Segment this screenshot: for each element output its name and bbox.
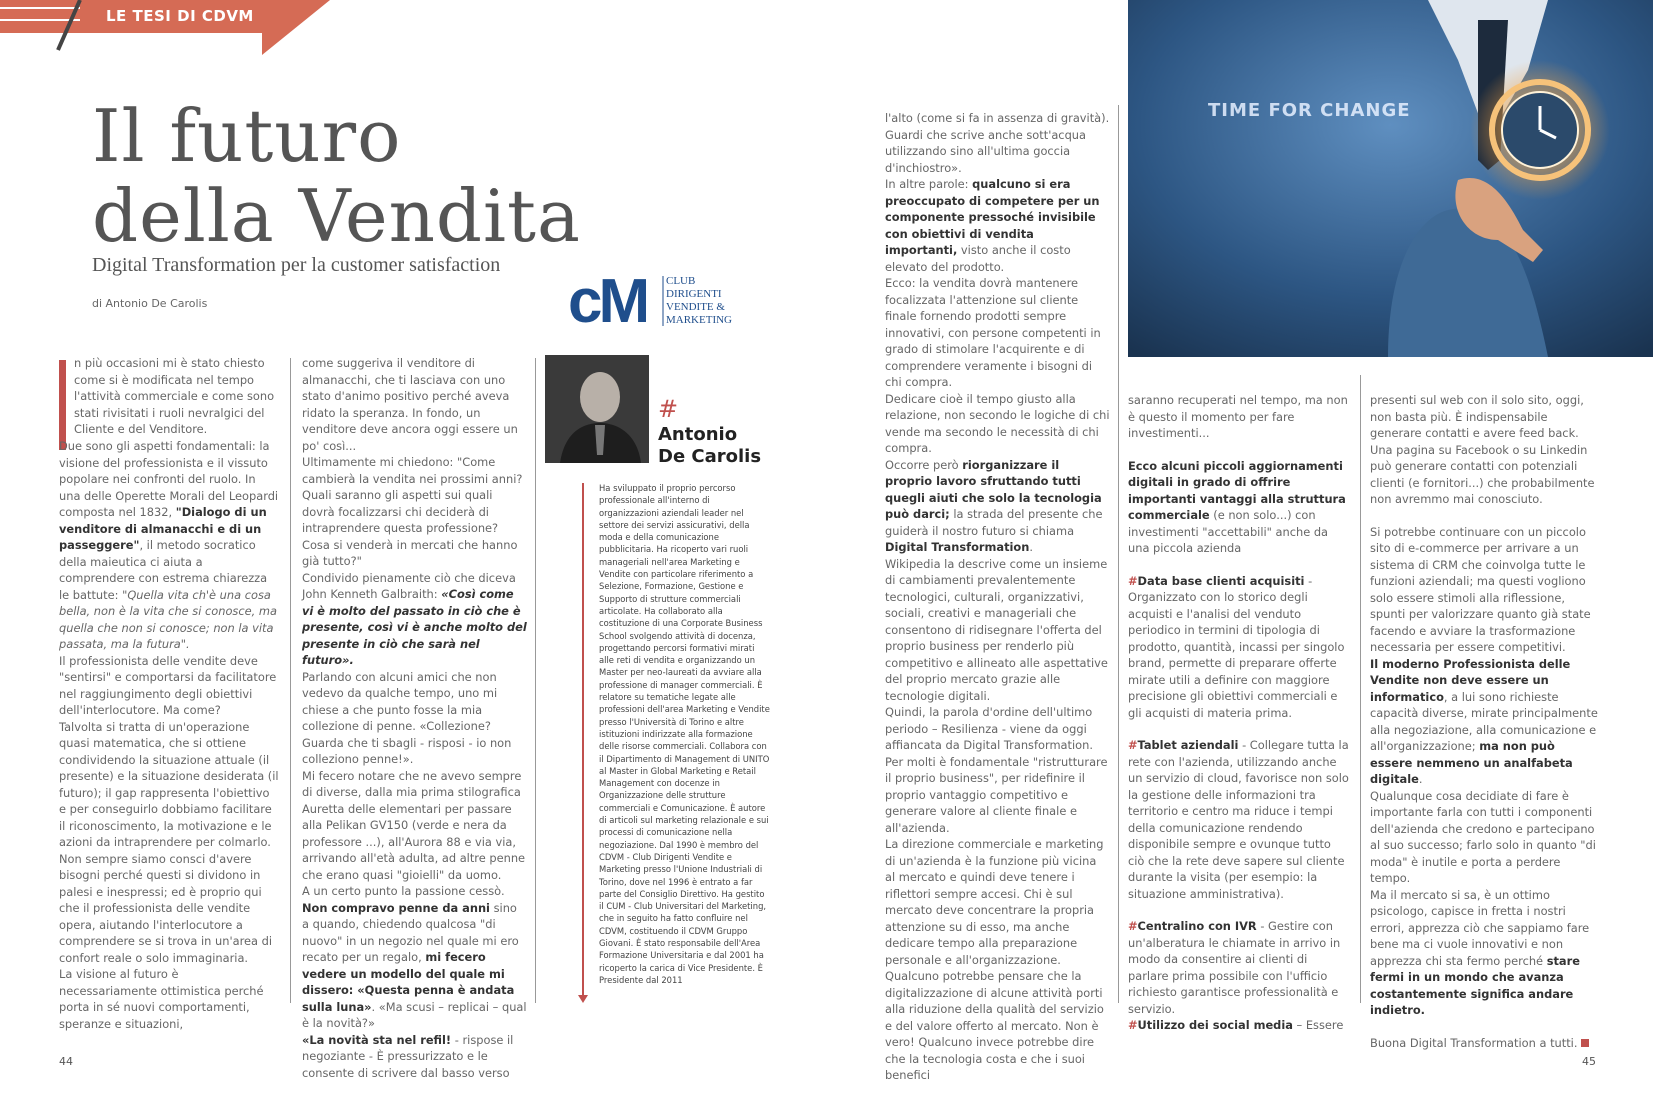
paragraph: Talvolta si tratta di un'operazione quasi matematica, che si ottiene condividendo la situazione attuale (il presente) e la situazione desiderata (il futuro); il gap rappresenta l'obiettivo e per conseguirlo dobbiamo facilitare il riconoscimento, la motivazione e le azioni da intraprendere per colmarlo. <box>59 719 279 849</box>
paragraph: #Data base clienti acquisiti - Organizzato con lo storico degli acquisti e l'analisi del venduto periodico in termini di tipologia di prodotto, quantità, incassi per singolo brand, permette di preparare offerte mirate utili a definire con maggiore precisione gli obiettivi commerciali e gli acquisti di materia prima. <box>1128 573 1345 720</box>
author-first-name: Antonio <box>658 424 738 445</box>
section-label: LE TESI DI CDVM <box>106 7 254 25</box>
title-line-1: Il futuro <box>92 94 402 178</box>
page-number-left: 44 <box>59 1055 73 1068</box>
paragraph: Buona Digital Transformation a tutti. <box>1370 1035 1600 1052</box>
paragraph: In altre parole: qualcuno si era preoccupato di competere per un componente pressoché invisibile con obiettivi di vendita importanti, visto anche il costo elevato del prodotto. <box>885 177 1100 274</box>
column-divider <box>535 358 536 1003</box>
logo-line-2: DIRIGENTI <box>666 288 722 300</box>
column-4 <box>1128 392 1350 1034</box>
paragraph: Dedicare cioè il tempo giusto alla relazione, non secondo le logiche di chi vende ma secondo le necessità di chi compra. <box>885 391 1110 455</box>
paragraph: Ecco: la vendita dovrà mantenere focalizzata l'attenzione sul cliente finale fornendo prodotti sempre innovativi, con persone competenti in grado di stimolare l'acquirente e di comprendere veramente i bisogni di chi compra. <box>885 276 1101 389</box>
author-hash-icon: # <box>658 395 679 423</box>
article-byline: di Antonio De Carolis <box>92 297 208 310</box>
page-number-right: 45 <box>1582 1055 1596 1068</box>
hero-image <box>1128 0 1653 357</box>
paragraph: come suggeriva il venditore di almanacchi, che ti lasciava con uno stato d'animo positivo perché aveva ridato la speranza. In fondo, un venditore deve ancora oggi essere un po' così... <box>302 356 518 453</box>
paragraph: Qualunque cosa decidiate di fare è importante farla con tutti i componenti dell'azienda che credono e partecipano al suo successo; farlo solo in quanto "di moda" è inutile e porta a perdere tempo. <box>1370 788 1596 885</box>
column-3 <box>885 110 1110 1084</box>
paragraph: #Centralino con IVR - Gestire con un'alberatura le chiamate in arrivo in modo da consentire ai clienti di parlare prima possibile con l'ufficio richiesto garantisce professionalità e servizio. <box>1128 919 1341 1016</box>
column-5 <box>1370 392 1600 1051</box>
column-1 <box>74 355 279 438</box>
paragraph: Ma il mercato si sa, è un ottimo psicologo, capisce in fretta i nostri errori, apprezza ciò che sappiamo fare bene ma ci vuole innovativi e non apprezza chi sta fermo perché stare fermi in un mondo che avanza costantemente significa andare indietro. <box>1370 887 1590 1017</box>
paragraph: presenti sul web con il solo sito, oggi, non basta più. È indispensabile generare contatti e avere feed back. Una pagina su Facebook o su Linkedin può generare contatti con potenziali clienti (e fornitori...) che probabilmente non avremmo mai conosciuto. <box>1370 393 1595 506</box>
drop-cap-bar <box>59 360 66 450</box>
paragraph: «La novità sta nel refil! - rispose il negoziante - È pressurizzato e le consente di scrivere dal basso verso <box>302 1032 514 1080</box>
cdvm-logo <box>568 270 738 330</box>
arrow-down-icon <box>578 995 588 1003</box>
end-mark-icon <box>1581 1039 1589 1047</box>
paragraph: La visione al futuro è necessariamente ottimistica perché porta in sé nuovi comportamenti, speranze e situazioni, <box>59 967 264 1031</box>
column-2 <box>302 355 527 1081</box>
author-name <box>658 424 761 468</box>
paragraph: Si potrebbe continuare con un piccolo sito di e-commerce per arrivare a un sistema di CRM che coinvolga tutte le funzioni aziendali; ma questi vogliono solo essere stimoli alla riflessione, spunti per valorizzare quanto già state facendo e avviare la trasformazione necessaria per essere competitivi. <box>1370 524 1591 654</box>
column-divider <box>290 358 291 1003</box>
paragraph: Ecco alcuni piccoli aggiornamenti digitali in grado di offrire importanti vantaggi alla struttura commerciale (e non solo...) con investimenti "accettabili" anche da una piccola azienda <box>1128 458 1346 555</box>
author-bio: Ha sviluppato il proprio percorso professionale all'interno di organizzazioni aziendali leader nel settore dei servizi assicurativi, della moda e della comunicazione pubblicitaria. Ha ricoperto vari ruoli manageriali nell'area Marketing e Vendite con particolare riferimento a Selezione, Formazione, Gestione e Supporto di strutture commerciali articolate. Ha collaborato alla costituzione di una Corporate Business School svolgendo attività di docenza, progettando percorsi formativi mirati alle reti di vendita e organizzando un Master per neo-laureati da avviare alla professione di manager commerciali. È relatore su tematiche legate alle professioni dell'area Marketing e Vendite presso l'Università di Torino e altre istituzioni indirizzate alla formazione delle risorse commerciali. Collabora con il Dipartimento di Management di UNITO al Master in Global Marketing e Retail Management con docenze in Organizzazione delle strutture commerciali e Comunicazione. È autore di articoli sul marketing relazionale e sui processi di comunicazione nella negoziazione. Dal 1990 è membro del CDVM - Club Dirigenti Vendite e Marketing presso l'Unione Industriali di Torino, dove nel 1996 è entrato a far parte del Consiglio Direttivo. Ha gestito il CUM - Club Universitari del Marketing, che in seguito ha fatto confluire nel CDVM, costituendo il CDVM Gruppo Giovani. È stato responsabile dell'Area Formazione Universitaria e dal 2001 ha ricoperto la carica di Vice Presidente. È Presidente dal 2011 <box>599 483 770 985</box>
paragraph: Ultimamente mi chiedono: "Come cambierà la vendita nei prossimi anni? Quali saranno gli aspetti sui quali dovrà focalizzarsi chi deciderà di intraprendere questa professione? Cosa si venderà in mercati che hanno già tutto?" <box>302 455 523 568</box>
author-last-name: De Carolis <box>658 446 762 467</box>
logo-line-4: MARKETING <box>666 314 732 326</box>
paragraph: Condivido pienamente ciò che diceva John Kenneth Galbraith: «Così come vi è molto del passato in ciò che è presente, così vi è anche molto del presente in ciò che sarà nel futuro». <box>302 570 527 667</box>
article-subtitle: Digital Transformation per la customer satisfaction <box>92 254 501 276</box>
logo-initials: cM <box>568 270 647 330</box>
bio-arrow-line <box>582 483 584 998</box>
paragraph: Non sempre siamo consci d'avere bisogni perché questi si dividono in palesi e inespressi; ed è proprio qui che il professionista delle vendite opera, aiutando l'interlocutore a comprendere se si trova in un'area di confort reale o solo immaginaria. <box>59 851 273 965</box>
paragraph: Qualcuno potrebbe pensare che la digitalizzazione di alcune attività porti alla riduzione della qualità del servizio e del valore offerto al mercato. Non è vero! Qualcuno invece potrebbe dire che la tecnologia costa e che i suoi benefici <box>885 969 1104 1082</box>
logo-line-3: VENDITE & <box>666 301 725 313</box>
paragraph: A un certo punto la passione cessò. Non compravo penne da anni sino a quando, chiedendo qualcosa "di nuovo" in un negozio nel quale mi ero recato per un regalo, mi fecero vedere un modello del quale mi dissero: «Questa penna è andata sulla luna». «Ma scusi – replicai – qual è la novità?» <box>302 884 527 1030</box>
column-1-body <box>59 438 279 1032</box>
paragraph: Per molti è fondamentale "ristrutturare il proprio business", per ridefinire il proprio vantaggio competitivo e generare valore al cliente finale e all'azienda. <box>885 754 1108 835</box>
paragraph: Due sono gli aspetti fondamentali: la visione del professionista e il vissuto popolare nei confronti del ruolo. In una delle Operette Morali del Leopardi composta nel 1832, "Dialogo di un venditore di almanacchi e di un passeggere", il metodo socratico della maieutica ci aiuta a comprendere con estrema chiarezza le battute: "Quella vita ch'è una cosa bella, non è la vita che si conosce, ma quella che non si conosce; non la vita passata, ma la futura". <box>59 439 279 651</box>
column-divider <box>1360 375 1361 1003</box>
paragraph: Wikipedia la descrive come un insieme di cambiamenti prevalentemente tecnologici, culturali, organizzativi, sociali, creativi e manageriali che consentono di ridisegnare l'offerta del proprio business per renderlo più competitivo e allineato alle aspettative del proprio mercato grazie alle tecnologie digitali. <box>885 556 1108 703</box>
paragraph: Mi fecero notare che ne avevo sempre di diverse, dalla mia prima stilografica Auretta delle elementari per passare alla Pelikan GV150 (verde e nera da professore ...), all'Aurora 88 e via via, arrivando all'età adulta, ad altre penne che erano quasi "gioielli" da uomo. <box>302 768 526 882</box>
paragraph: Occorre però riorganizzare il proprio lavoro sfruttando tutti quegli aiuti che solo la tecnologia può darci; la strada del presente che guiderà il nostro futuro si chiama Digital Transformation. <box>885 457 1103 554</box>
paragraph: n più occasioni mi è stato chiesto come si è modificata nel tempo l'attività commerciale e come sono stati rivisitati i ruoli nevralgici del Cliente e del Venditore. <box>74 356 275 436</box>
paragraph: saranno recuperati nel tempo, ma non è questo il momento per fare investimenti... <box>1128 393 1348 440</box>
column-divider <box>1118 105 1119 1003</box>
author-photo <box>545 355 649 463</box>
paragraph: #Utilizzo dei social media – Essere <box>1128 1018 1344 1032</box>
paragraph: Parlando con alcuni amici che non vedevo da qualche tempo, uno mi chiese a che punto fosse la mia collezione di penne. «Collezione? Guarda che ti sbagli - risposi - io non colleziono penne!». <box>302 669 512 766</box>
paragraph: Il professionista delle vendite deve "sentirsi" e comportarsi da facilitatore nel raggiungimento degli obiettivi dell'interlocutore. Ma come? <box>59 653 277 717</box>
paragraph: l'alto (come si fa in assenza di gravità). Guardi che scrive anche sott'acqua utilizzando sino all'ultima goccia d'inchiostro». <box>885 111 1110 175</box>
paragraph: Quindi, la parola d'ordine dell'ultimo periodo – Resilienza - viene da oggi affiancata da Digital Transformation. <box>885 705 1093 752</box>
paragraph: #Tablet aziendali - Collegare tutta la rete con l'azienda, utilizzando anche un servizio di cloud, favorisce non solo la gestione delle informazioni tra territorio e centro ma riduce i tempi della comunicazione rendendo disponibile sempre e ovunque tutto ciò che la rete deve sapere sul cliente durante la visita (per esempio: la situazione amministrativa). <box>1128 738 1349 901</box>
logo-line-1: CLUB <box>666 275 696 287</box>
paragraph: Il moderno Professionista delle Vendite non deve essere un informatico, a lui sono richieste capacità diverse, mirate principalmente alla negoziazione, alla comunicazione e all'organizzazione; ma non può essere nemmeno un analfabeta digitale. <box>1370 656 1598 786</box>
hero-overlay-text: TIME FOR CHANGE <box>1208 100 1411 121</box>
paragraph: La direzione commerciale e marketing di un'azienda è la funzione più vicina al mercato e quindi deve tenere i riflettori sempre accesi. Chi è sul mercato deve concentrare la propria attenzione su di esso, ma anche dedicare tempo alla preparazione personale e all'organizzazione. <box>885 837 1104 967</box>
title-line-2: della Vendita <box>92 174 581 258</box>
article-title <box>92 96 581 256</box>
